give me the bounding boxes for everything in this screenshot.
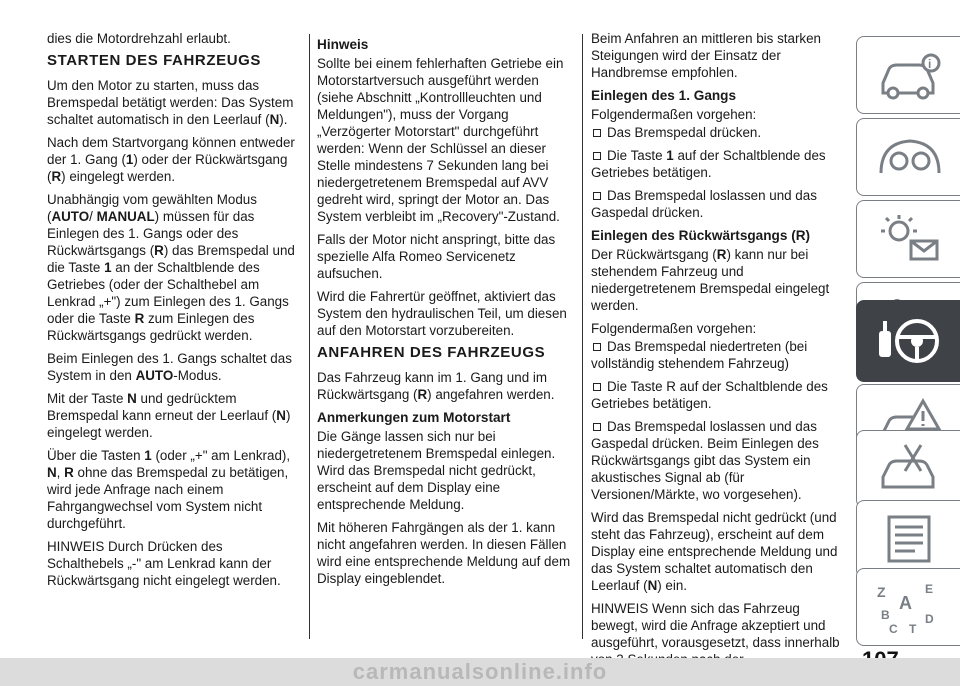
list-item: Das Bremspedal loslassen und das Gaspedal drücken. — [591, 188, 817, 220]
tools-car-icon — [875, 441, 945, 497]
svg-text:A: A — [899, 593, 912, 613]
heading-rueckwaerts: Einlegen des Rückwärtsgangs (R) — [591, 228, 811, 243]
paragraph: dies die Motordrehzahl erlaubt. — [47, 31, 231, 46]
paragraph: HINWEIS Durch Drücken des Schalthebels „-" am Lenkrad kann der Rückwärtsgang nicht eingelegt werden. — [47, 539, 281, 588]
paragraph: Über die Tasten 1 (oder „+" am Lenkrad), N, R ohne das Bremspedal zu betätigen, wird jede Anfrage nach einem Fahrgangwechsel vom System nicht durchgeführt. — [47, 448, 291, 531]
paragraph: Beim Anfahren an mittleren bis starken Steigungen wird der Einsatz der Handbremse empfohlen. — [591, 31, 821, 80]
paragraph: Mit der Taste N und gedrücktem Bremspedal kann erneut der Leerlauf (N) eingelegt werden. — [47, 391, 291, 440]
paragraph: Wird das Bremspedal nicht gedrückt (und steht das Fahrzeug), erscheint auf dem Display eine entsprechende Meldung und das System schaltet automatisch den Leerlauf (N) ein. — [591, 510, 838, 593]
paragraph: Unabhängig vom gewählten Modus (AUTO/ MANUAL) müssen für das Einlegen des 1. Gangs oder des Rückwärtsgangs (R) das Bremspedal und die Taste 1 an der Schaltblende des Getriebes (oder der Schalthebel am Lenkrad „+") zum Einlegen des 1. Gangs oder die Taste R zum Einlegen des Rückwärtsgangs gedrückt werden. — [47, 192, 295, 343]
bullet-icon — [593, 343, 601, 351]
svg-text:C: C — [889, 622, 898, 635]
svg-text:T: T — [909, 622, 917, 635]
paragraph: Der Rückwärtsgang (R) kann nur bei stehendem Fahrzeug und niedergetretenem Bremspedal eingelegt werden. — [591, 247, 830, 313]
svg-text:Z: Z — [877, 584, 886, 600]
paragraph: Wird die Fahrertür geöffnet, aktiviert das System den hydraulischen Teil, um diesen auf den Motorstart vorzubereiten. — [317, 289, 567, 338]
svg-text:D: D — [925, 612, 934, 626]
heading-gang1: Einlegen des 1. Gangs — [591, 88, 737, 103]
svg-text:E: E — [925, 582, 934, 596]
list-item: Das Bremspedal loslassen und das Gaspedal drücken. Beim Einlegen des Rückwärtsgangs gibt das System ein akustisches Signal ab (für Versionen/Märkte, wo vorgesehen). — [591, 419, 819, 502]
specs-list-icon — [875, 511, 945, 567]
column-1 — [47, 30, 302, 595]
svg-text:i: i — [928, 57, 932, 71]
column-2 — [317, 30, 573, 593]
paragraph: Beim Einlegen des 1. Gangs schaltet das System in den AUTO-Modus. — [47, 351, 292, 383]
tab-dashboard[interactable] — [856, 118, 960, 196]
column-divider — [309, 34, 310, 639]
bullet-icon — [593, 383, 601, 391]
bullet-icon — [593, 423, 601, 431]
heading-starten: STARTEN DES FAHRZEUGS — [47, 52, 262, 69]
paragraph: Das Fahrzeug kann im 1. Gang und im Rückwärtsgang (R) angefahren werden. — [317, 370, 555, 402]
column-divider — [582, 34, 583, 639]
tab-lights-mail[interactable] — [856, 200, 960, 278]
tab-car-info[interactable] — [856, 36, 960, 114]
paragraph: Um den Motor zu starten, muss das Bremspedal betätigt werden: Das System schaltet automatisch in den Leerlauf (N). — [47, 78, 294, 127]
list-item: Die Taste 1 auf der Schaltblende des Getriebes betätigen. — [591, 148, 826, 180]
list-item: Das Bremspedal drücken. — [591, 124, 846, 141]
bullet-icon — [593, 129, 601, 137]
tab-tools[interactable] — [856, 430, 960, 508]
key-steering-wheel-icon — [875, 311, 945, 371]
paragraph: Falls der Motor nicht anspringt, bitte das spezielle Alfa Romeo Servicenetz aufsuchen. — [317, 232, 556, 281]
column-3 — [591, 30, 846, 674]
list-item: Die Taste R auf der Schaltblende des Getriebes betätigen. — [591, 379, 828, 411]
paragraph: Die Gänge lassen sich nur bei niedergetretenem Bremspedal einlegen. Wird das Bremspedal nicht gedrückt, erscheint auf dem Display eine entsprechende Meldung. — [317, 429, 556, 512]
list-item: Das Bremspedal niedertreten (bei vollständig stehendem Fahrzeug) — [591, 339, 808, 371]
bullet-icon — [593, 152, 601, 160]
paragraph: Folgendermaßen vorgehen: — [591, 321, 757, 336]
watermark: carmanualsonline.info — [0, 658, 960, 686]
paragraph: Folgendermaßen vorgehen: — [591, 107, 757, 122]
heading-anfahren: ANFAHREN DES FAHRZEUGS — [317, 344, 546, 361]
dashboard-icon — [875, 129, 945, 185]
heading-hinweis: Hinweis — [317, 37, 369, 52]
paragraph: Sollte bei einem fehlerhaften Getriebe ein Motorstartversuch ausgeführt werden (siehe Abschnitt „Kontrollleuchten und Meldungen"), muss der Vorgang „Verzögerter Motorstart" durchgeführt werden: Wenn der Schlüssel an dieser Stelle mindestens 7 Sekunden lang bei niedergetretenem Bremspedal auf AVV gedreht wird, springt der Motor an. Das System verbleibt im „Recovery"-Zustand. — [317, 56, 564, 224]
paragraph: Mit höheren Fahrgängen als der 1. kann nicht angefahren werden. In diesen Fällen wird eine entsprechende Meldung auf dem Display eingeblendet. — [317, 520, 571, 586]
tab-index[interactable] — [856, 568, 960, 646]
svg-text:B: B — [881, 608, 890, 622]
bullet-icon — [593, 192, 601, 200]
heading-anmerkungen: Anmerkungen zum Motorstart — [317, 410, 511, 425]
lights-mail-icon — [875, 211, 945, 267]
paragraph: Nach dem Startvorgang können entweder der 1. Gang (1) oder der Rückwärtsgang (R) eingelegt werden. — [47, 135, 295, 184]
tab-start-driving[interactable] — [856, 300, 960, 382]
tab-specs[interactable] — [856, 500, 960, 578]
alphabet-index-icon — [875, 579, 945, 635]
paragraph: HINWEIS Wenn sich das Fahrzeug bewegt, wird die Anfrage akzeptiert und ausgeführt, vorausgesetzt, dass innerhalb — [591, 601, 840, 650]
car-info-icon — [875, 47, 945, 103]
